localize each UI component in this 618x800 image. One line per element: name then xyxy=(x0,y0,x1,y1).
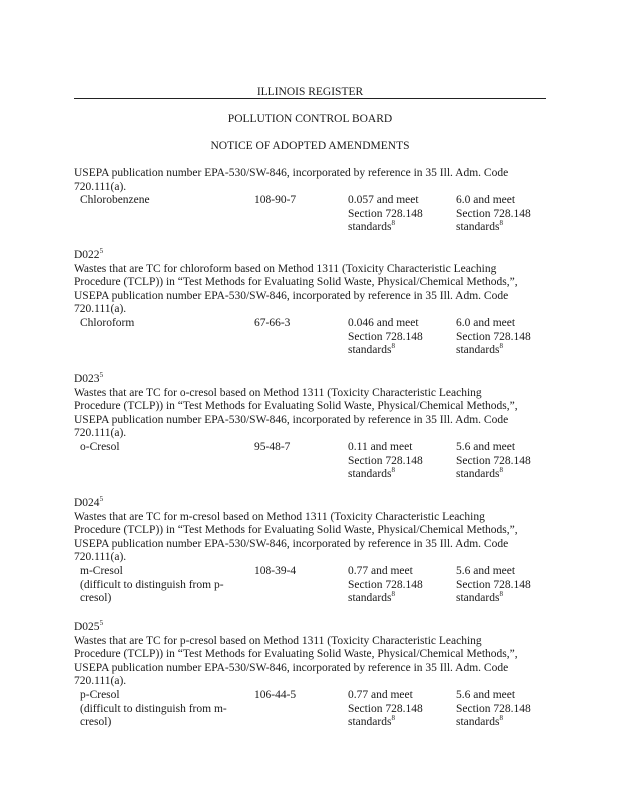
footnote-ref: 8 xyxy=(499,714,503,723)
footnote-ref: 5 xyxy=(99,247,104,256)
table-row xyxy=(74,689,554,731)
waste-code: D024 xyxy=(74,497,100,509)
table-row xyxy=(74,565,554,607)
cas-number: 67-66-3 xyxy=(254,316,291,329)
paragraph-line: USEPA publication number EPA-530/SW-846, incorporated by reference in 35 Ill. Adm. Code xyxy=(74,167,509,179)
paragraph-line: Procedure (TCLP)) in “Test Methods for Evaluating Solid Waste, Physical/Chemical Methods,”, xyxy=(74,276,518,289)
footnote-ref: 5 xyxy=(99,371,104,380)
footnote-ref: 8 xyxy=(499,590,503,599)
paragraph-line: Procedure (TCLP)) in “Test Methods for Evaluating Solid Waste, Physical/Chemical Methods,”, xyxy=(74,524,518,537)
paragraph-line: USEPA publication number EPA-530/SW-846, incorporated by reference in 35 Ill. Adm. Code xyxy=(74,413,509,426)
paragraph-line: 720.111(a). xyxy=(74,427,127,440)
paragraph-line: 720.111(a). xyxy=(74,303,127,316)
footnote-ref: 8 xyxy=(391,590,395,599)
constituent-name: Chloroform xyxy=(80,316,135,329)
table-row xyxy=(74,317,554,359)
paragraph-line: Wastes that are TC for o-cresol based on Method 1311 (Toxicity Characteristic Leaching xyxy=(74,386,482,399)
nonwastewater-standard: 5.6 and meet Section 728.148 standards$^8$ xyxy=(456,564,531,605)
paragraph-line: Wastes that are TC for chloroform based on Method 1311 (Toxicity Characteristic Leaching xyxy=(74,262,497,275)
cas-number: 108-90-7 xyxy=(254,194,297,207)
footnote-ref: 8 xyxy=(391,466,395,475)
paragraph-line: Procedure (TCLP)) in “Test Methods for Evaluating Solid Waste, Physical/Chemical Methods,”, xyxy=(74,648,518,661)
cas-number: 106-44-5 xyxy=(254,688,297,701)
waste-section-d025 xyxy=(74,621,554,731)
footnote-ref: 8 xyxy=(499,466,503,475)
table-row xyxy=(74,194,554,236)
constituent-name: p-Cresol (difficult to distinguish from m- cresol) xyxy=(80,688,227,729)
nonwastewater-standard: 6.0 and meet Section 728.148 standards$^8$ xyxy=(456,194,531,234)
paragraph-line: Wastes that are TC for p-cresol based on Method 1311 (Toxicity Characteristic Leaching xyxy=(74,634,482,647)
table-row xyxy=(74,441,554,483)
paragraph-line: 720.111(a). xyxy=(74,675,127,688)
footnote-ref: 5 xyxy=(99,495,104,504)
wastewater-standard: 0.77 and meet Section 728.148 standards$^8$ xyxy=(348,688,423,729)
constituent-name: o-Cresol xyxy=(80,440,120,453)
nonwastewater-standard: 6.0 and meet Section 728.148 standards$^8$ xyxy=(456,316,531,357)
footnote-ref: 8 xyxy=(391,342,395,351)
wastewater-standard: 0.11 and meet Section 728.148 standards$^8$ xyxy=(348,440,423,481)
waste-code: D023 xyxy=(74,373,100,385)
footnote-ref: 8 xyxy=(391,714,395,723)
waste-section-d023 xyxy=(74,373,554,483)
waste-code: D022 xyxy=(74,249,100,261)
paragraph-line: 720.111(a). xyxy=(74,180,127,193)
constituent-name: m-Cresol (difficult to distinguish from p- cresol) xyxy=(80,564,224,605)
header-rule xyxy=(74,98,546,99)
waste-code: D025 xyxy=(74,621,100,633)
footnote-ref: 5 xyxy=(99,619,104,628)
intro-block xyxy=(74,167,554,236)
wastewater-standard: 0.046 and meet Section 728.148 standards$^8$ xyxy=(348,316,423,357)
footnote-ref: 8 xyxy=(499,342,503,351)
footnote-ref: 8 xyxy=(499,219,503,228)
paragraph-line: USEPA publication number EPA-530/SW-846, incorporated by reference in 35 Ill. Adm. Code xyxy=(74,661,509,674)
paragraph-line: Procedure (TCLP)) in “Test Methods for Evaluating Solid Waste, Physical/Chemical Methods,”, xyxy=(74,400,518,413)
footnote-ref: 8 xyxy=(391,219,395,228)
cas-number: 95-48-7 xyxy=(254,440,291,453)
nonwastewater-standard: 5.6 and meet Section 728.148 standards$^8$ xyxy=(456,440,531,481)
board-title: POLLUTION CONTROL BOARD xyxy=(227,113,393,125)
wastewater-standard: 0.057 and meet Section 728.148 standards$^8$ xyxy=(348,194,423,234)
cas-number: 108-39-4 xyxy=(254,564,297,577)
waste-section-d022 xyxy=(74,249,554,359)
wastewater-standard: 0.77 and meet Section 728.148 standards$^8$ xyxy=(348,564,423,605)
register-title: ILLINOIS REGISTER xyxy=(256,86,364,98)
waste-section-d024 xyxy=(74,497,554,607)
paragraph-line: USEPA publication number EPA-530/SW-846, incorporated by reference in 35 Ill. Adm. Code xyxy=(74,289,509,302)
paragraph-line: USEPA publication number EPA-530/SW-846, incorporated by reference in 35 Ill. Adm. Code xyxy=(74,537,509,550)
paragraph-line: Wastes that are TC for m-cresol based on Method 1311 (Toxicity Characteristic Leaching xyxy=(74,510,485,523)
nonwastewater-standard: 5.6 and meet Section 728.148 standards$^8$ xyxy=(456,688,531,729)
paragraph-line: 720.111(a). xyxy=(74,551,127,564)
notice-title: NOTICE OF ADOPTED AMENDMENTS xyxy=(210,140,410,152)
constituent-name: Chlorobenzene xyxy=(80,194,150,207)
